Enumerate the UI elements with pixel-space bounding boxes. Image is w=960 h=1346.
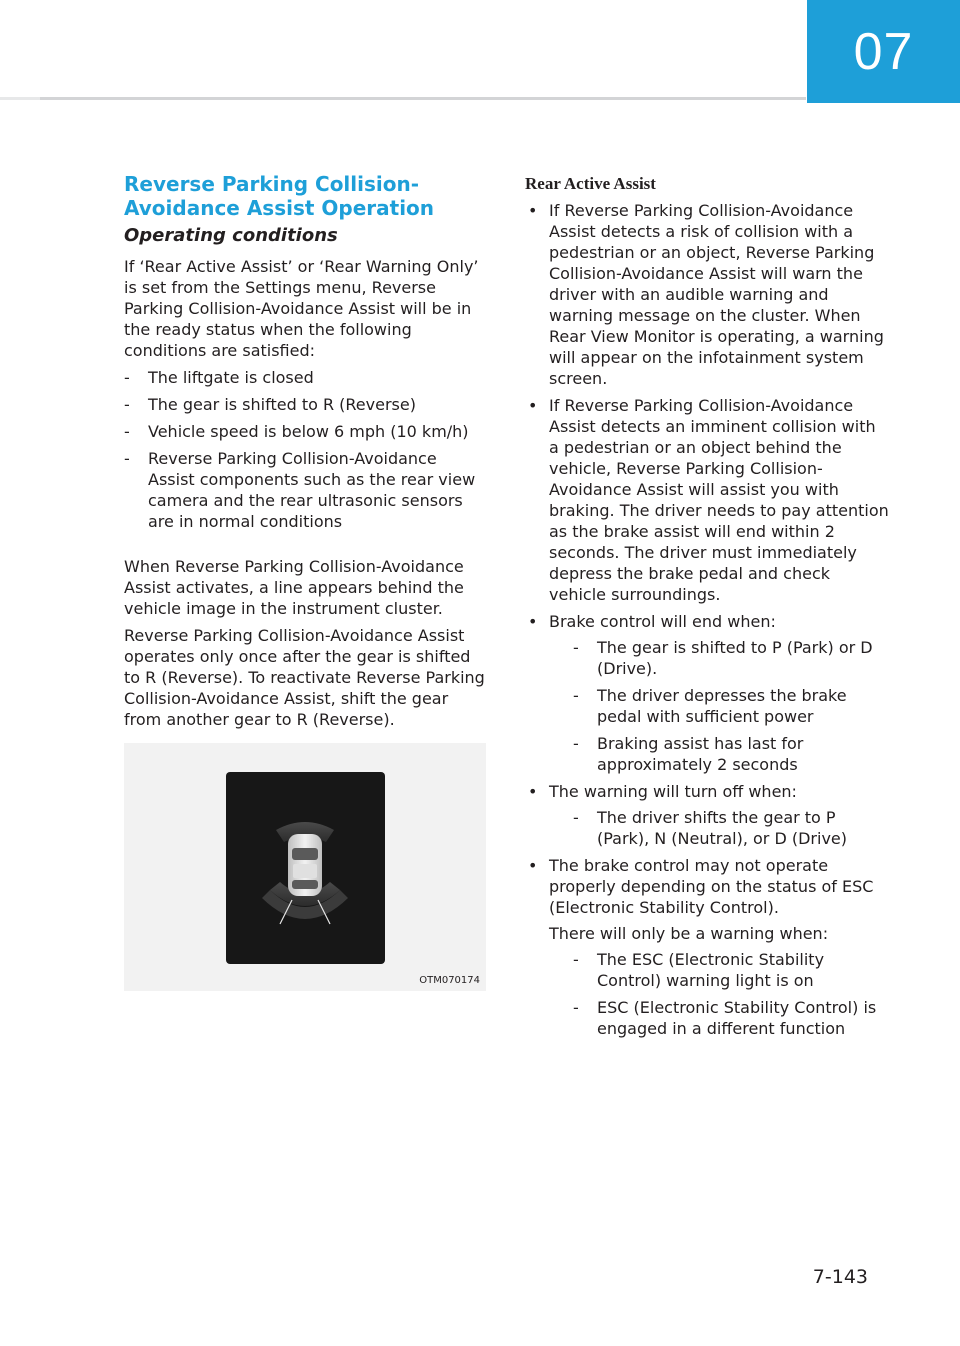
sub-item: - The driver depresses the brake pedal with sufficient power [573, 685, 890, 727]
bullet-text: • If Reverse Parking Collision-Avoidance Assist detects an imminent collision with a pedestrian or an object behind the vehicle, Reverse Parking Collision-Avoidance Assist will assist you with braking. The driver needs to pay attention as the brake assist will end within 2 seconds. The driver must immediately depress the brake pedal and check vehicle surroundings. [549, 396, 889, 604]
brake-end-list [573, 637, 890, 775]
page-number: 7-143 [812, 1266, 868, 1288]
condition-item: - The gear is shifted to R (Reverse) [124, 394, 488, 415]
chapter-tab [807, 0, 960, 103]
sub-item: - ESC (Electronic Stability Control) is engaged in a different function [573, 997, 890, 1039]
left-column [124, 172, 488, 991]
section-title: Reverse Parking Collision-Avoidance Assist Operation [124, 172, 435, 220]
sub-item: - The gear is shifted to P (Park) or D (Drive). [573, 637, 890, 679]
rear-active-assist-list [525, 200, 890, 1039]
bullet-note: There will only be a warning when: [549, 924, 829, 943]
condition-item: - The liftgate is closed [124, 367, 488, 388]
bullet-text: • Brake control will end when: [549, 612, 776, 631]
warning-only-list [573, 949, 890, 1039]
sub-item: - The driver shifts the gear to P (Park), N (Neutral), or D (Drive) [573, 807, 890, 849]
sub-item: - Braking assist has last for approximately 2 seconds [573, 733, 890, 775]
condition-item: - Reverse Parking Collision-Avoidance Assist components such as the rear view camera and the rear ultrasonic sensors are in normal conditions [124, 448, 488, 532]
vehicle-sensor-graphic [226, 772, 385, 964]
vehicle-rear-window [292, 880, 318, 889]
cluster-illustration [124, 743, 486, 991]
conditions-list [124, 367, 488, 532]
bullet-item [525, 781, 890, 849]
intro-paragraph: If ‘Rear Active Assist’ or ‘Rear Warning Only’ is set from the Settings menu, Reverse Parking Collision-Avoidance Assist will be in the ready status when the following conditions are satisfied: [124, 257, 479, 360]
subsection-title: Operating conditions [124, 225, 338, 246]
condition-item: - Vehicle speed is below 6 mph (10 km/h) [124, 421, 488, 442]
cluster-screen [226, 772, 385, 964]
bullet-text: • If Reverse Parking Collision-Avoidance Assist detects a risk of collision with a pedestrian or an object, Reverse Parking Collision-Avoidance Assist will warn the driver with an audible warning and warning message on the cluster. When Rear View Monitor is operating, a warning will appear on the infotainment system screen. [549, 201, 884, 388]
chapter-number: 07 [853, 22, 914, 81]
sub-item: - The ESC (Electronic Stability Control) warning light is on [573, 949, 890, 991]
header-rule-accent [0, 97, 40, 100]
operates-paragraph: Reverse Parking Collision-Avoidance Assist operates only once after the gear is shifted to R (Reverse). To reactivate Reverse Parking Collision-Avoidance Assist, shift the gear from another gear to R (Reverse). [124, 626, 485, 729]
header-rule [0, 97, 806, 100]
vehicle-windshield [292, 848, 318, 860]
right-column [525, 173, 890, 1045]
bullet-item [525, 200, 890, 389]
rear-active-assist-heading: Rear Active Assist [525, 174, 656, 193]
warning-off-list [573, 807, 890, 849]
activates-paragraph: When Reverse Parking Collision-Avoidance Assist activates, a line appears behind the vehicle image in the instrument cluster. [124, 557, 464, 618]
bullet-item [525, 395, 890, 605]
bullet-item [525, 855, 890, 1039]
bullet-item [525, 611, 890, 775]
bullet-text: • The warning will turn off when: [549, 782, 797, 801]
bullet-text: • The brake control may not operate properly depending on the status of ESC (Electronic Stability Control). [549, 856, 874, 917]
figure-code: OTM070174 [419, 975, 480, 986]
vehicle-roof [293, 864, 317, 878]
